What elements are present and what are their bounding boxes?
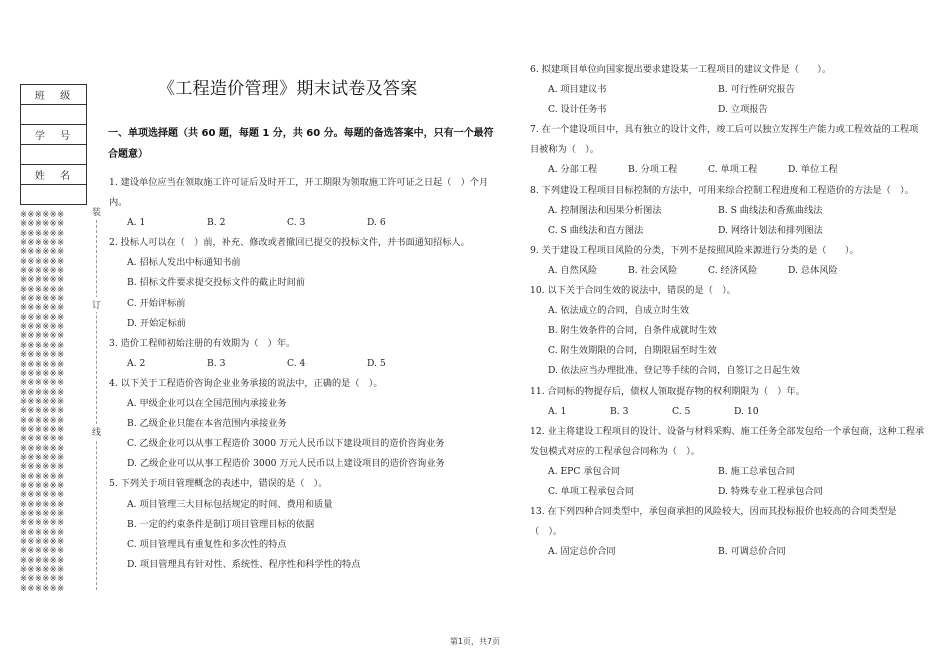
binding-label-xian: 线 [92,424,101,439]
answer-option: A. 依法成立的合同，自成立时生效 [548,305,690,317]
answer-option: A. 1 [548,405,567,417]
binding-label-zhuang: 装 [92,204,101,219]
info-field-blank[interactable] [21,185,87,205]
question-stem: 1. 建设单位应当在领取施工许可证后及时开工，开工期限为领取施工许可证之日起（ ）个月内。 [109,177,489,209]
answer-option: A. EPC 承包合同 [548,465,621,477]
binding-label-ding: 订 [92,297,101,312]
binding-decoration: ※※※※※※ ※※※※※※ ※※※※※※ ※※※※※※ ※※※※※※ ※※※※※※ ※※※※※※ ※※※※※※ ※※※※※※ ※※※※※※ ※※※※※※ ※※※※※※ ※※※※※※ ※※※※※※ ※※※※※※ ※※※※※※ ※※※※※※ ※※※※※※ ※※※※※※ ※※※※※※ ※※※※※※ ※※※※※※ ※※※※※※ ※※※※※※ ※※※※※※ ※※※※※※ ※※※※※※ ※※※※※※ ※※※※※※ ※※※※※※ ※※※※※※ ※※※※※※ ※※※※※※ ※※※※※※ ※※※※※※ ※※※※※※ ※※※※※※ ※※※※※※ ※※※※※※ ※※※※※※ ※※※※※※ [20,210,65,593]
info-field-blank[interactable] [21,105,87,125]
question [109,474,502,574]
binding-cut-line [96,220,97,590]
answer-option: B. 2 [207,217,226,229]
info-field-label: 姓 名 [21,165,87,185]
question [530,120,925,180]
question [109,374,502,474]
question-stem: 8. 下列建设工程项目目标控制的方法中，可用来综合控制工程进度和工程造价的方法是（ ）。 [530,184,914,196]
answer-option: B. 3 [610,405,629,417]
info-field-label: 班 级 [21,85,87,105]
answer-option: D. 网络计划法和排列图法 [718,224,823,236]
answer-option: A. 控制图法和因果分析图法 [548,204,662,216]
question-stem: 4. 以下关于工程造价咨询企业业务承接的说法中，正确的是（ ）。 [109,377,383,389]
answer-option: C. 5 [672,405,691,417]
question [530,281,925,381]
answer-option: D. 项目管理具有针对性、系统性、程序性和科学性的特点 [127,558,361,570]
answer-option: B. 乙级企业只能在本省范围内承接业务 [127,418,287,430]
answer-option: B. 可行性研究报告 [718,84,795,96]
answer-option: B. 施工总承包合同 [718,465,795,477]
question [530,382,925,422]
answer-option: A. 分部工程 [548,164,598,176]
answer-option: C. 经济风险 [708,264,758,276]
answer-option: C. 附生效期限的合同，自期限届至时生效 [548,345,717,357]
answer-option: C. 4 [287,357,306,369]
exam-title: 《工程造价管理》期末试卷及答案 [158,79,418,99]
answer-option: D. 开始定标前 [127,317,186,329]
question [530,60,925,120]
question [109,233,502,333]
answer-option: D. 10 [734,405,759,417]
answer-option: A. 甲级企业可以在全国范围内承接业务 [127,398,287,410]
question-stem: 2. 投标人可以在（ ）前，补充、修改或者撤回已提交的投标文件，并书面通知招标人。 [109,237,470,249]
answer-option: A. 自然风险 [548,264,598,276]
left-question-column [109,173,502,575]
answer-option: A. 固定总价合同 [548,546,616,558]
answer-option: B. 社会风险 [628,264,678,276]
answer-option: B. 附生效条件的合同，自条件成就时生效 [548,325,717,337]
question-stem: 7. 在一个建设项目中，具有独立的设计文件，竣工后可以独立发挥生产能力或工程效益的工程项目被称为（ ）。 [530,124,919,156]
answer-option: D. 6 [367,217,386,229]
question-stem: 5. 下列关于项目管理概念的表述中，错误的是（ ）。 [109,478,328,490]
answer-option: B. 一定的约束条件是制订项目管理目标的依据 [127,518,315,530]
answer-option: C. S 曲线法和直方图法 [548,224,644,236]
answer-option: C. 单项工程 [708,164,758,176]
question-stem: 3. 造价工程师初始注册的有效期为（ ）年。 [109,337,296,349]
answer-option: A. 2 [127,357,146,369]
answer-option: B. 可调总价合同 [718,546,786,558]
question-stem: 12. 业主将建设工程项目的设计、设备与材料采购、施工任务全部发包给一个承包商，这种工程承发包模式对应的工程承包合同称为（ ）。 [530,425,925,457]
answer-option: D. 特殊专业工程承包合同 [718,485,823,497]
answer-option: B. 3 [207,357,226,369]
answer-option: C. 单项工程承包合同 [548,485,635,497]
answer-option: D. 5 [367,357,386,369]
answer-option: D. 总体风险 [788,264,838,276]
answer-option: C. 乙级企业可以从事工程造价 3000 万元人民币以下建设项目的造价咨询业务 [127,438,445,450]
answer-option: D. 单位工程 [788,164,838,176]
question-stem: 10. 以下关于合同生效的说法中，错误的是（ ）。 [530,285,736,297]
answer-option: A. 项目建议书 [548,84,607,96]
question-stem: 11. 合同标的物提存后，债权人领取提存物的权利期限为（ ）年。 [530,385,805,397]
page-footer: 第1页，共7页 [449,637,501,646]
answer-option: A. 项目管理三大目标包括规定的时间、费用和质量 [127,498,333,510]
answer-option: C. 开始评标前 [127,297,186,309]
section-heading: 一、单项选择题（共 60 题，每题 1 分，共 60 分。每题的备选答案中，只有一个最符合题意） [108,128,494,160]
question [530,181,925,241]
answer-option: B. S 曲线法和香蕉曲线法 [718,204,823,216]
question-stem: 13. 在下列四种合同类型中，承包商承担的风险较大，因而其投标报价也较高的合同类型是（ ）。 [530,506,897,538]
question [109,173,502,233]
question [530,422,925,502]
right-question-column [530,60,925,562]
question [530,502,925,562]
student-info-table [20,84,87,205]
question-stem: 9. 关于建设工程项目风险的分类，下列不是按照风险来源进行分类的是（ ）。 [530,244,859,256]
answer-option: A. 1 [127,217,146,229]
question-stem: 6. 拟建项目单位向国家提出要求建设某一工程项目的建议文件是（ ）。 [530,64,832,75]
answer-option: A. 招标人发出中标通知书前 [127,257,241,269]
info-field-blank[interactable] [21,145,87,165]
question [530,241,925,281]
answer-option: D. 依法应当办理批准、登记等手续的合同，自签订之日起生效 [548,365,800,377]
answer-option: D. 乙级企业可以从事工程造价 3000 万元人民币以上建设项目的造价咨询业务 [127,458,445,470]
answer-option: C. 项目管理具有重复性和多次性的特点 [127,538,287,550]
question [109,334,502,374]
answer-option: B. 招标文件要求提交投标文件的截止时间前 [127,277,305,289]
answer-option: B. 分项工程 [628,164,678,176]
answer-option: C. 设计任务书 [548,104,607,116]
answer-option: C. 3 [287,217,306,229]
answer-option: D. 立项报告 [718,104,768,116]
info-field-label: 学 号 [21,125,87,145]
